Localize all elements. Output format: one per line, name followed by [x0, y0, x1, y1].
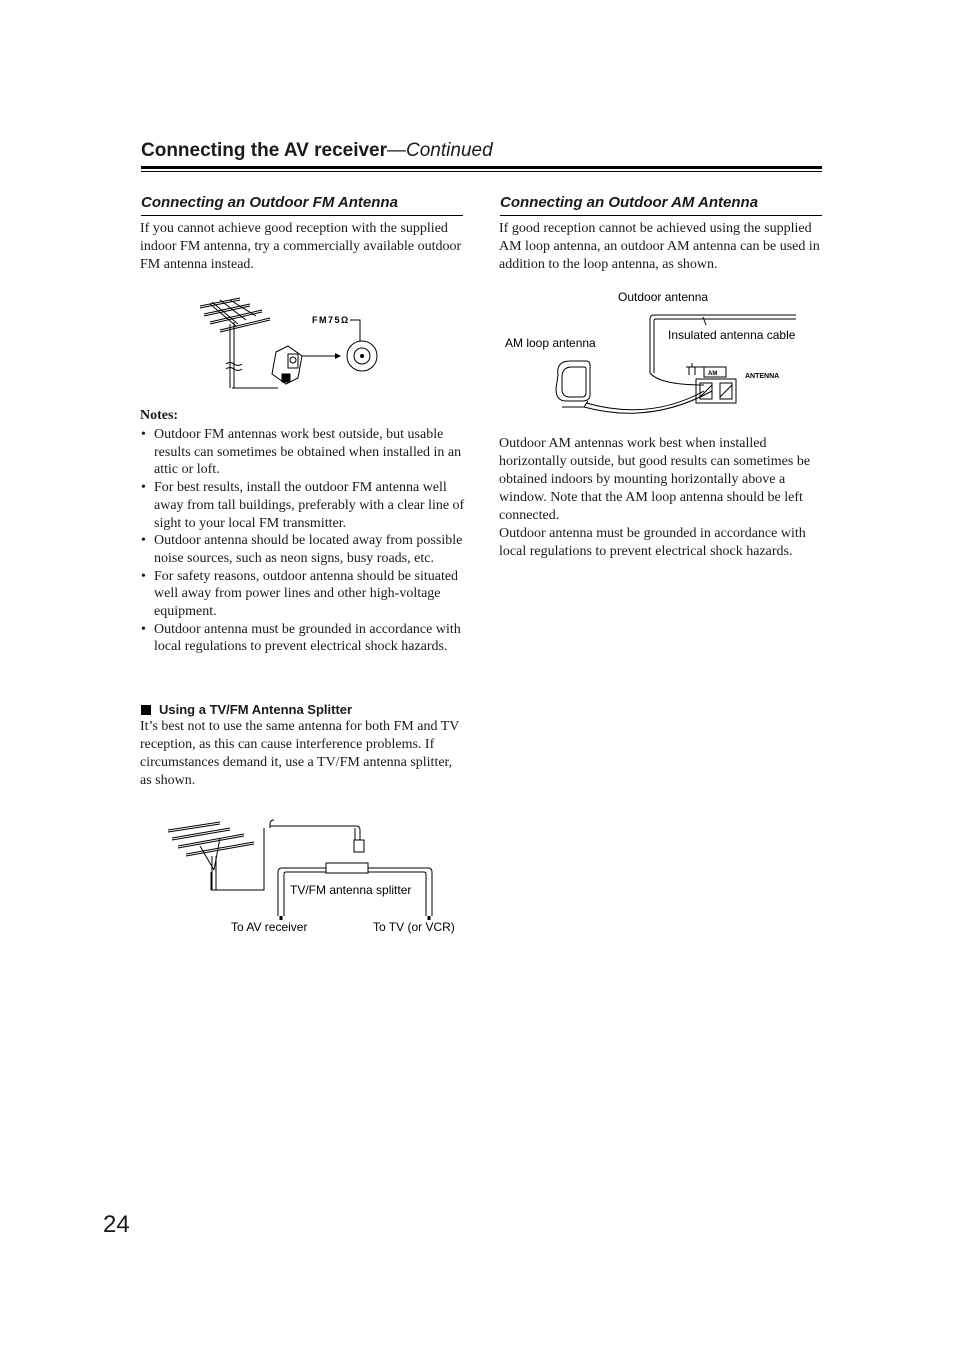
header-rule-thick: [141, 166, 822, 169]
am-loop-label: AM loop antenna: [505, 336, 596, 350]
header-continued: —Continued: [387, 140, 493, 161]
fm-section-title: Connecting an Outdoor FM Antenna: [141, 194, 398, 211]
terminal-antenna-label: ANTENNA: [745, 373, 780, 380]
insulated-cable-label: Insulated antenna cable: [668, 328, 796, 342]
am-paragraph-2: Outdoor antenna must be grounded in accordance with local regulations to prevent electrical shock hazards.: [499, 526, 806, 559]
splitter-heading-text: Using a TV/FM Antenna Splitter: [159, 702, 353, 717]
splitter-text: It’s best not to use the same antenna for both FM and TV reception, as this can cause interference problems. If circumstances demand it, use a TV/FM antenna splitter, as shown.: [140, 719, 460, 788]
fm-antenna-elements-icon: [200, 298, 270, 332]
page-header: [141, 139, 493, 163]
square-bullet-icon: [141, 705, 151, 715]
note-item: • Outdoor antenna should be located away from possible noise sources, such as neon signs, busy roads, etc.: [141, 532, 465, 567]
fm-antenna-diagram: [190, 290, 390, 400]
fm-intro-text: If you cannot achieve good reception with the supplied indoor FM antenna, try a commercially available outdoor FM antenna instead.: [140, 221, 462, 272]
header-rule-thin: [141, 171, 822, 172]
to-receiver-label: To AV receiver: [231, 920, 308, 934]
notes-list: [141, 426, 465, 656]
note-item: • Outdoor FM antennas work best outside, but usable results can sometimes be obtained when installed in an attic or loft.: [141, 426, 465, 479]
outdoor-antenna-wire: [650, 315, 796, 373]
ground-symbol-icon: [686, 363, 705, 375]
header-title: Connecting the AV receiver: [141, 140, 388, 161]
page-number: 24: [103, 1211, 130, 1238]
notes-heading: Notes:: [140, 408, 179, 423]
splitter-heading: [141, 702, 352, 718]
am-section-title: Connecting an Outdoor AM Antenna: [500, 194, 759, 211]
splitter-label: TV/FM antenna splitter: [290, 883, 412, 897]
am-antenna-diagram: [500, 285, 800, 420]
outdoor-antenna-label: Outdoor antenna: [618, 290, 709, 304]
note-item: • Outdoor antenna must be grounded in accordance with local regulations to prevent electrical shock hazards.: [141, 621, 465, 656]
am-section-rule: [500, 215, 822, 216]
to-tv-label: To TV (or VCR): [373, 920, 455, 934]
fm75-label: FM75Ω: [312, 315, 350, 325]
am-loop-antenna-icon: [556, 361, 590, 407]
fm-section-rule: [141, 215, 463, 216]
note-item: • For best results, install the outdoor FM antenna well away from tall buildings, preferably with a clear line of sight to your local FM transmitter.: [141, 479, 465, 532]
note-item: • For safety reasons, outdoor antenna should be situated well away from power lines and other high-voltage equipment.: [141, 568, 465, 621]
terminal-am-label: AM: [708, 371, 718, 377]
am-intro-text: If good reception cannot be achieved using the supplied AM loop antenna, an outdoor AM antenna can be used in addition to the loop antenna, as shown.: [499, 221, 820, 272]
tv-antenna-icon: [168, 822, 254, 870]
fm-adapter-icon: [272, 346, 302, 384]
am-paragraph-1: Outdoor AM antennas work best when installed horizontally outside, but good results can sometimes be obtained indoors by mounting horizontally above a window. Note that the AM loop antenna should be left connected.: [499, 436, 811, 523]
splitter-body-icon: [326, 863, 368, 873]
splitter-diagram: [160, 816, 470, 940]
